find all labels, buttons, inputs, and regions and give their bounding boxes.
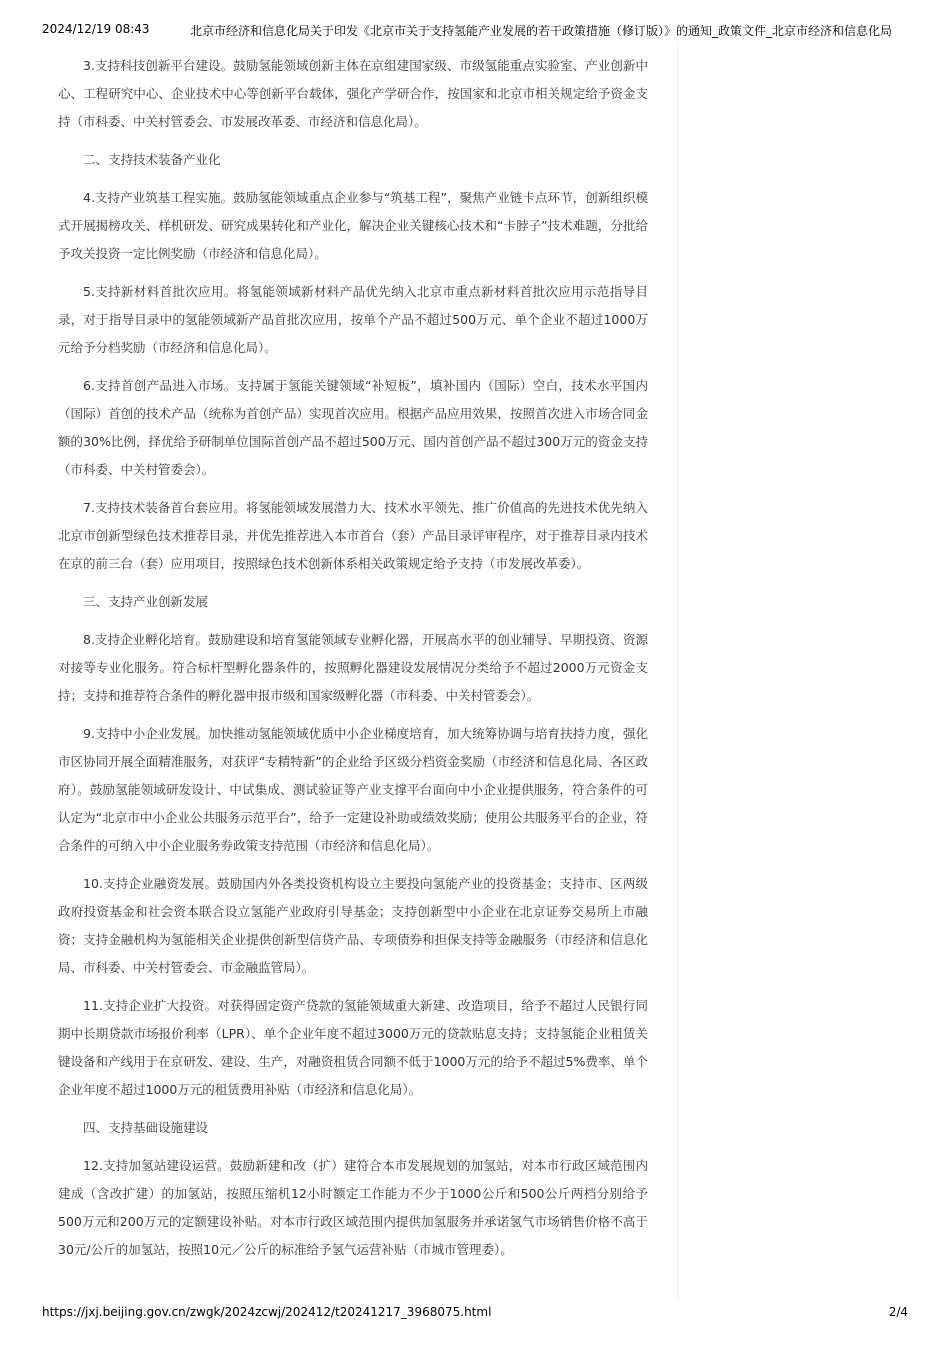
paragraph-item-10: 10.支持企业融资发展。鼓励国内外各类投资机构设立主要投向氢能产业的投资基金；支持市、区两级政府投资基金和社会资本联合设立氢能产业政府引导基金；支持创新型中小企业在北京证券交易所上市融资；支持金融机构为氢能相关企业提供创新型信贷产品、专项债券和担保支持等金融服务（市经济和信息化局、市科委、中关村管委会、市金融监管局）。	[58, 876, 648, 975]
section-heading-4: 四、支持基础设施建设	[83, 1120, 209, 1135]
paragraph-item-8: 8.支持企业孵化培育。鼓励建设和培育氢能领域专业孵化器，开展高水平的创业辅导、早期投资、资源对接等专业化服务。符合标杆型孵化器条件的，按照孵化器建设发展情况分类给予不超过2000万元资金支持；支持和推荐符合条件的孵化器申报市级和国家级孵化器（市科委、中关村管委会）。	[58, 632, 648, 703]
print-header	[42, 22, 908, 40]
paragraph-item-12: 12.支持加氢站建设运营。鼓励新建和改（扩）建符合本市发展规划的加氢站，对本市行政区域范围内建成（含改扩建）的加氢站，按照压缩机12小时额定工作能力不少于1000公斤和500公斤两档分别给予500万元和200万元的定额建设补贴。对本市行政区域范围内提供加氢服务并承诺氢气市场销售价格不高于30元/公斤的加氢站，按照10元／公斤的标准给予氢气运营补贴（市城市管理委）。	[58, 1158, 648, 1257]
paragraph-item-3: 3.支持科技创新平台建设。鼓励氢能领域创新主体在京组建国家级、市级氢能重点实验室、产业创新中心、工程研究中心、企业技术中心等创新平台载体，强化产学研合作，按国家和北京市相关规定给予资金支持（市科委、中关村管委会、市发展改革委、市经济和信息化局）。	[58, 58, 648, 129]
section-heading-3: 三、支持产业创新发展	[83, 594, 209, 609]
paragraph-item-5: 5.支持新材料首批次应用。将氢能领域新材料产品优先纳入北京市重点新材料首批次应用示范指导目录，对于指导目录中的氢能领域新产品首批次应用，按单个产品不超过500万元、单个企业不超过1000万元给予分档奖励（市经济和信息化局）。	[58, 284, 648, 355]
paragraph-item-6: 6.支持首创产品进入市场。支持属于氢能关键领域“补短板”，填补国内（国际）空白，技术水平国内（国际）首创的技术产品（统称为首创产品）实现首次应用。根据产品应用效果，按照首次进入市场合同金额的30%比例，择优给予研制单位国际首创产品不超过500万元、国内首创产品不超过300万元的资金支持（市科委、中关村管委会）。	[58, 378, 648, 477]
paragraph-item-7: 7.支持技术装备首台套应用。将氢能领域发展潜力大、技术水平领先、推广价值高的先进技术优先纳入北京市创新型绿色技术推荐目录，并优先推荐进入本市首台（套）产品目录评审程序，对于推荐目录内技术在京的前三台（套）应用项目，按照绿色技术创新体系相关政策规定给予支持（市发展改革委）。	[58, 500, 648, 571]
paragraph-item-4: 4.支持产业筑基工程实施。鼓励氢能领域重点企业参与“筑基工程”，聚焦产业链卡点环节，创新组织模式开展揭榜攻关、样机研发、研究成果转化和产业化，解决企业关键核心技术和“卡脖子”技术难题，分批给予攻关投资一定比例奖励（市经济和信息化局）。	[58, 190, 648, 261]
section-heading-2: 二、支持技术装备产业化	[83, 152, 221, 167]
print-datetime: 2024/12/19 08:43	[42, 22, 150, 36]
page-url: https://jxj.beijing.gov.cn/zwgk/2024zcwj/202412/t20241217_3968075.html	[42, 1305, 492, 1319]
document-title: 北京市经济和信息化局关于印发《北京市关于支持氢能产业发展的若干政策措施（修订版）》的通知_政策文件_北京市经济和信息化局	[190, 24, 893, 38]
sidebar-divider	[677, 42, 678, 1300]
print-footer	[42, 1305, 908, 1323]
article-body	[58, 52, 648, 1274]
page-number: 2/4	[888, 1305, 908, 1319]
paragraph-item-9: 9.支持中小企业发展。加快推动氢能领域优质中小企业梯度培育，加大统筹协调与培育扶持力度，强化市区协同开展全面精准服务，对获评“专精特新”的企业给予区级分档资金奖励（市经济和信息化局、各区政府）。鼓励氢能领域研发设计、中试集成、测试验证等产业支撑平台面向中小企业提供服务，符合条件的可认定为“北京市中小企业公共服务示范平台”，给予一定建设补助或绩效奖励；使用公共服务平台的企业，符合条件的可纳入中小企业服务券政策支持范围（市经济和信息化局）。	[58, 726, 648, 853]
paragraph-item-11: 11.支持企业扩大投资。对获得固定资产贷款的氢能领域重大新建、改造项目，给予不超过人民银行同期中长期贷款市场报价利率（LPR）、单个企业年度不超过3000万元的贷款贴息支持；支持氢能企业租赁关键设备和产线用于在京研发、建设、生产，对融资租赁合同额不低于1000万元的给予不超过5%费率、单个企业年度不超过1000万元的租赁费用补贴（市经济和信息化局）。	[58, 998, 648, 1097]
